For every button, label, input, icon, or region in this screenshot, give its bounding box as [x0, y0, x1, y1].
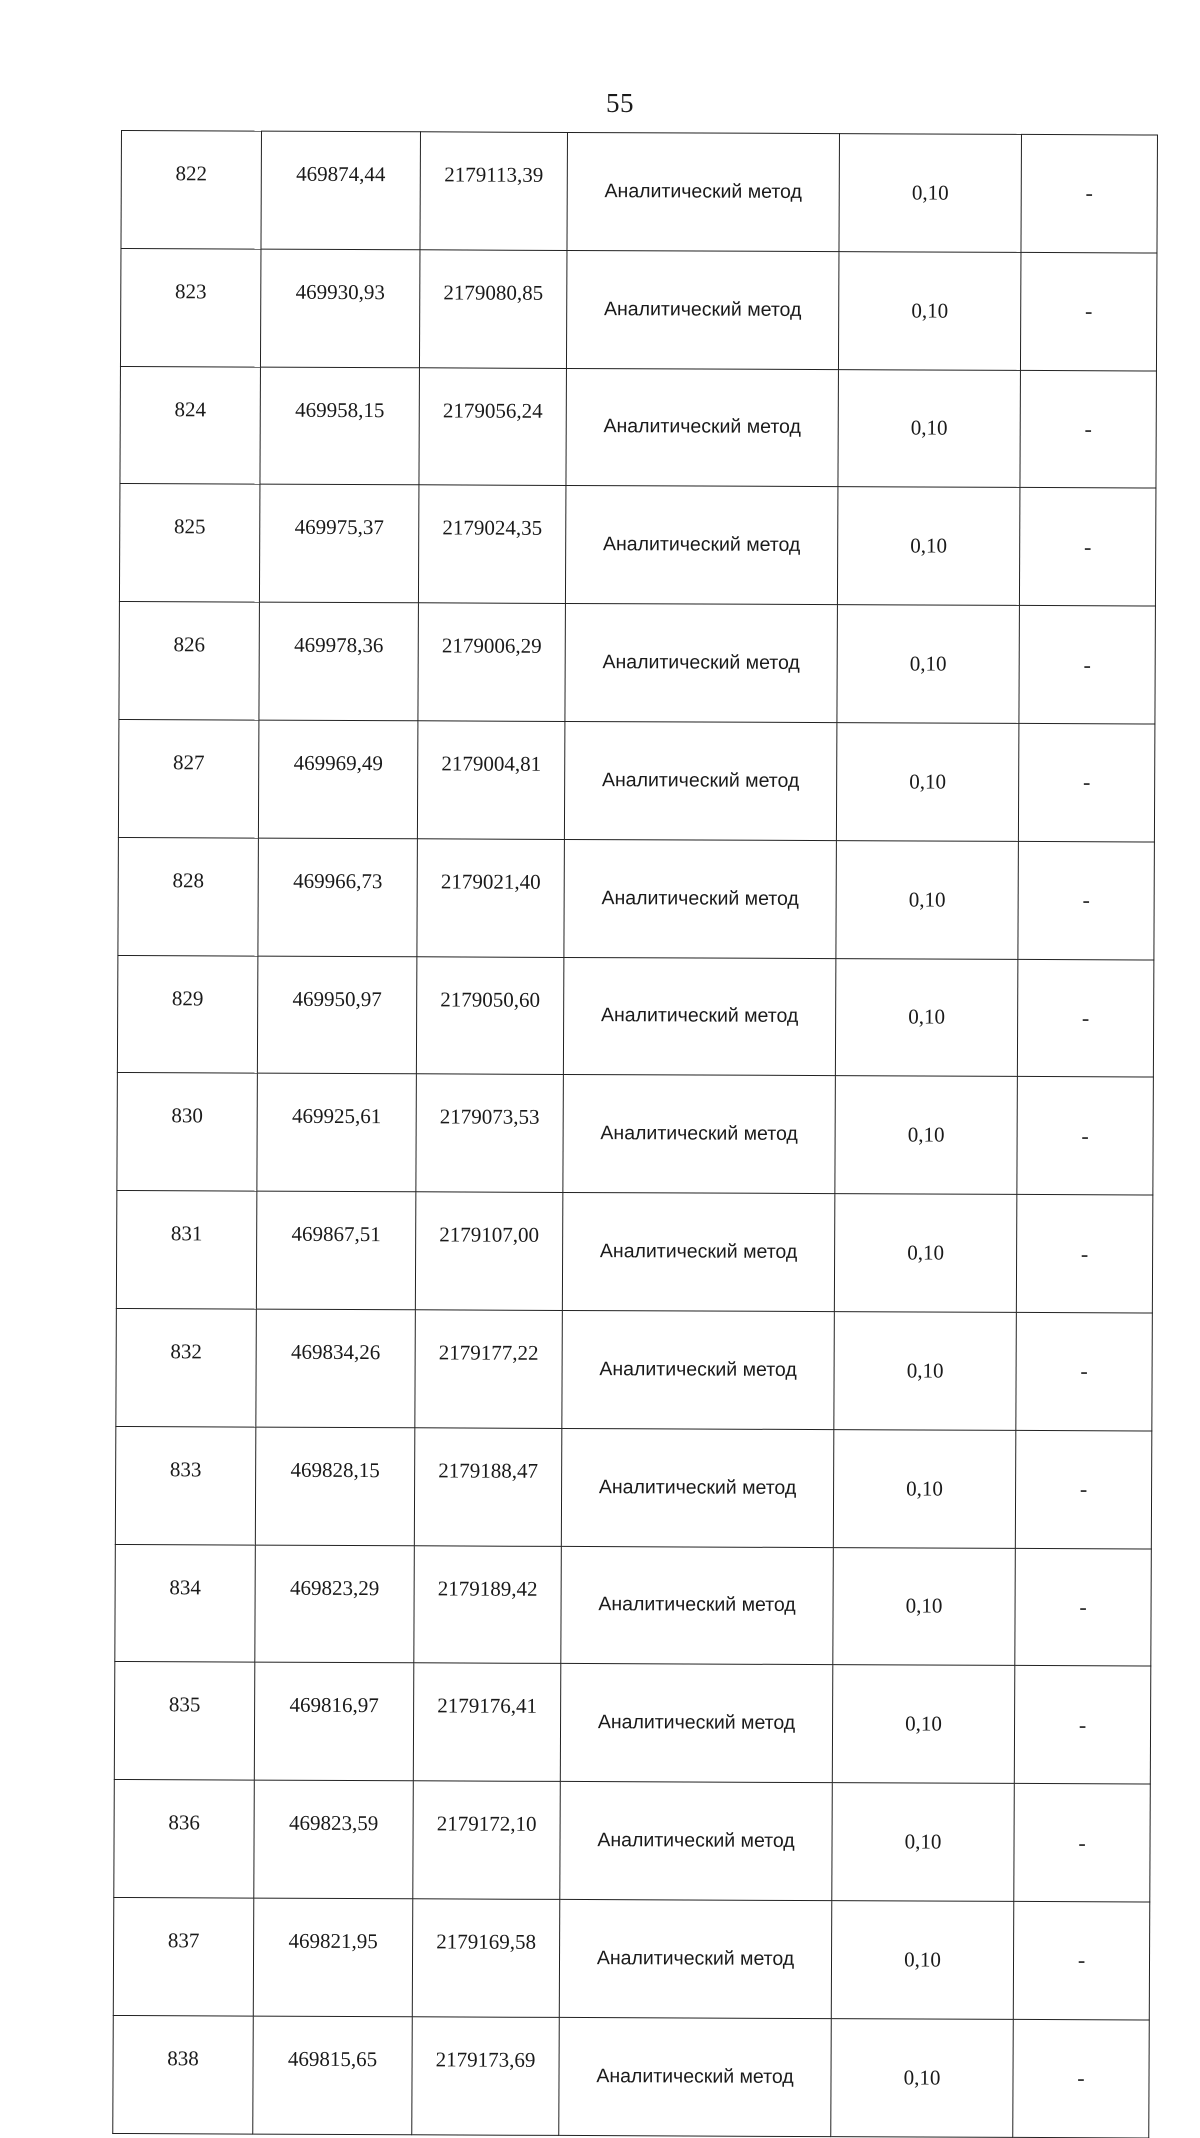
table-row: [120, 366, 1157, 488]
method-cell: Аналитический метод: [561, 1546, 834, 1665]
note-cell: -: [1014, 1784, 1151, 1902]
point-number-cell: 834: [115, 1544, 256, 1662]
point-number-cell: 828: [118, 837, 259, 955]
x-coordinate-cell: 469821,95: [253, 1898, 413, 2016]
x-coordinate-cell: 469828,15: [255, 1427, 415, 1545]
y-coordinate-cell: 2179021,40: [417, 839, 565, 957]
point-number-cell: 829: [117, 955, 258, 1073]
x-coordinate-cell: 469815,65: [253, 2016, 413, 2134]
accuracy-cell: 0,10: [832, 1665, 1015, 1784]
note-cell: -: [1016, 1312, 1153, 1430]
table-row: [116, 1191, 1153, 1313]
coordinates-table: [112, 130, 1158, 2138]
method-cell: Аналитический метод: [562, 1193, 835, 1312]
y-coordinate-cell: 2179189,42: [414, 1545, 562, 1663]
point-number-cell: 836: [114, 1780, 255, 1898]
y-coordinate-cell: 2179113,39: [420, 132, 568, 250]
note-cell: -: [1019, 606, 1156, 724]
accuracy-cell: 0,10: [831, 1901, 1014, 2020]
x-coordinate-cell: 469816,97: [254, 1662, 414, 1780]
y-coordinate-cell: 2179024,35: [418, 485, 566, 603]
table-row: [116, 1308, 1153, 1430]
table-row: [115, 1426, 1152, 1548]
x-coordinate-cell: 469823,59: [254, 1780, 414, 1898]
x-coordinate-cell: 469930,93: [260, 249, 420, 367]
method-cell: Аналитический метод: [566, 250, 839, 369]
y-coordinate-cell: 2179107,00: [415, 1192, 563, 1310]
y-coordinate-cell: 2179169,58: [412, 1899, 560, 2017]
note-cell: -: [1020, 370, 1157, 488]
point-number-cell: 837: [113, 1897, 254, 2015]
note-cell: -: [1020, 252, 1157, 370]
method-cell: Аналитический метод: [559, 2017, 832, 2136]
point-number-cell: 824: [120, 366, 261, 484]
accuracy-cell: 0,10: [838, 251, 1021, 370]
x-coordinate-cell: 469975,37: [259, 485, 419, 603]
point-number-cell: 831: [116, 1191, 257, 1309]
x-coordinate-cell: 469958,15: [260, 367, 420, 485]
x-coordinate-cell: 469969,49: [258, 720, 418, 838]
method-cell: Аналитический метод: [560, 1664, 833, 1783]
accuracy-cell: 0,10: [834, 1194, 1017, 1313]
accuracy-cell: 0,10: [833, 1547, 1016, 1666]
method-cell: Аналитический метод: [564, 839, 837, 958]
method-cell: Аналитический метод: [562, 1310, 835, 1429]
y-coordinate-cell: 2179176,41: [413, 1663, 561, 1781]
method-cell: Аналитический метод: [560, 1782, 833, 1901]
accuracy-cell: 0,10: [835, 958, 1018, 1077]
x-coordinate-cell: 469978,36: [259, 602, 419, 720]
y-coordinate-cell: 2179004,81: [417, 721, 565, 839]
table-row: [113, 1897, 1150, 2019]
y-coordinate-cell: 2179172,10: [413, 1781, 561, 1899]
note-cell: -: [1015, 1548, 1152, 1666]
accuracy-cell: 0,10: [836, 723, 1019, 842]
accuracy-cell: 0,10: [835, 1076, 1018, 1195]
y-coordinate-cell: 2179080,85: [419, 250, 567, 368]
table-row: [114, 1662, 1151, 1784]
accuracy-cell: 0,10: [834, 1312, 1017, 1431]
y-coordinate-cell: 2179006,29: [418, 603, 566, 721]
y-coordinate-cell: 2179056,24: [419, 367, 567, 485]
table-row: [121, 131, 1158, 253]
note-cell: -: [1017, 1077, 1154, 1195]
point-number-cell: 838: [113, 2015, 254, 2133]
x-coordinate-cell: 469874,44: [261, 131, 421, 249]
note-cell: -: [1017, 959, 1154, 1077]
method-cell: Аналитический метод: [566, 368, 839, 487]
note-cell: -: [1014, 1666, 1151, 1784]
table-row: [114, 1780, 1151, 1902]
note-cell: -: [1021, 134, 1158, 252]
method-cell: Аналитический метод: [563, 1075, 836, 1194]
accuracy-cell: 0,10: [831, 2018, 1014, 2137]
method-cell: Аналитический метод: [561, 1428, 834, 1547]
method-cell: Аналитический метод: [567, 132, 840, 251]
y-coordinate-cell: 2179188,47: [414, 1428, 562, 1546]
x-coordinate-cell: 469823,29: [255, 1545, 415, 1663]
note-cell: -: [1016, 1195, 1153, 1313]
accuracy-cell: 0,10: [839, 134, 1022, 253]
x-coordinate-cell: 469950,97: [257, 956, 417, 1074]
table-row: [118, 719, 1155, 841]
y-coordinate-cell: 2179173,69: [412, 2017, 560, 2135]
y-coordinate-cell: 2179073,53: [416, 1074, 564, 1192]
point-number-cell: 835: [114, 1662, 255, 1780]
method-cell: Аналитический метод: [563, 957, 836, 1076]
x-coordinate-cell: 469925,61: [257, 1073, 417, 1191]
table-row: [119, 602, 1156, 724]
accuracy-cell: 0,10: [837, 605, 1020, 724]
page-number: 55: [606, 88, 634, 118]
table-row: [117, 955, 1154, 1077]
table-row: [117, 1073, 1154, 1195]
note-cell: -: [1019, 488, 1156, 606]
point-number-cell: 825: [119, 484, 260, 602]
y-coordinate-cell: 2179177,22: [415, 1310, 563, 1428]
point-number-cell: 827: [118, 719, 259, 837]
x-coordinate-cell: 469834,26: [256, 1309, 416, 1427]
method-cell: Аналитический метод: [565, 604, 838, 723]
y-coordinate-cell: 2179050,60: [416, 956, 564, 1074]
x-coordinate-cell: 469966,73: [258, 838, 418, 956]
method-cell: Аналитический метод: [564, 721, 837, 840]
table-row: [118, 837, 1155, 959]
x-coordinate-cell: 469867,51: [256, 1191, 416, 1309]
point-number-cell: 832: [116, 1308, 257, 1426]
table-body: [113, 131, 1158, 2138]
point-number-cell: 833: [115, 1426, 256, 1544]
note-cell: -: [1018, 723, 1155, 841]
note-cell: -: [1018, 841, 1155, 959]
table-row: [115, 1544, 1152, 1666]
point-number-cell: 826: [119, 602, 260, 720]
note-cell: -: [1013, 2019, 1150, 2137]
accuracy-cell: 0,10: [833, 1429, 1016, 1548]
point-number-cell: 822: [121, 131, 262, 249]
table-row: [120, 248, 1157, 370]
note-cell: -: [1015, 1430, 1152, 1548]
method-cell: Аналитический метод: [559, 1899, 832, 2018]
accuracy-cell: 0,10: [837, 487, 1020, 606]
accuracy-cell: 0,10: [836, 840, 1019, 959]
method-cell: Аналитический метод: [565, 486, 838, 605]
table-row: [119, 484, 1156, 606]
point-number-cell: 830: [117, 1073, 258, 1191]
point-number-cell: 823: [120, 248, 261, 366]
accuracy-cell: 0,10: [832, 1783, 1015, 1902]
accuracy-cell: 0,10: [838, 369, 1021, 488]
note-cell: -: [1013, 1901, 1150, 2019]
table-row: [113, 2015, 1150, 2137]
